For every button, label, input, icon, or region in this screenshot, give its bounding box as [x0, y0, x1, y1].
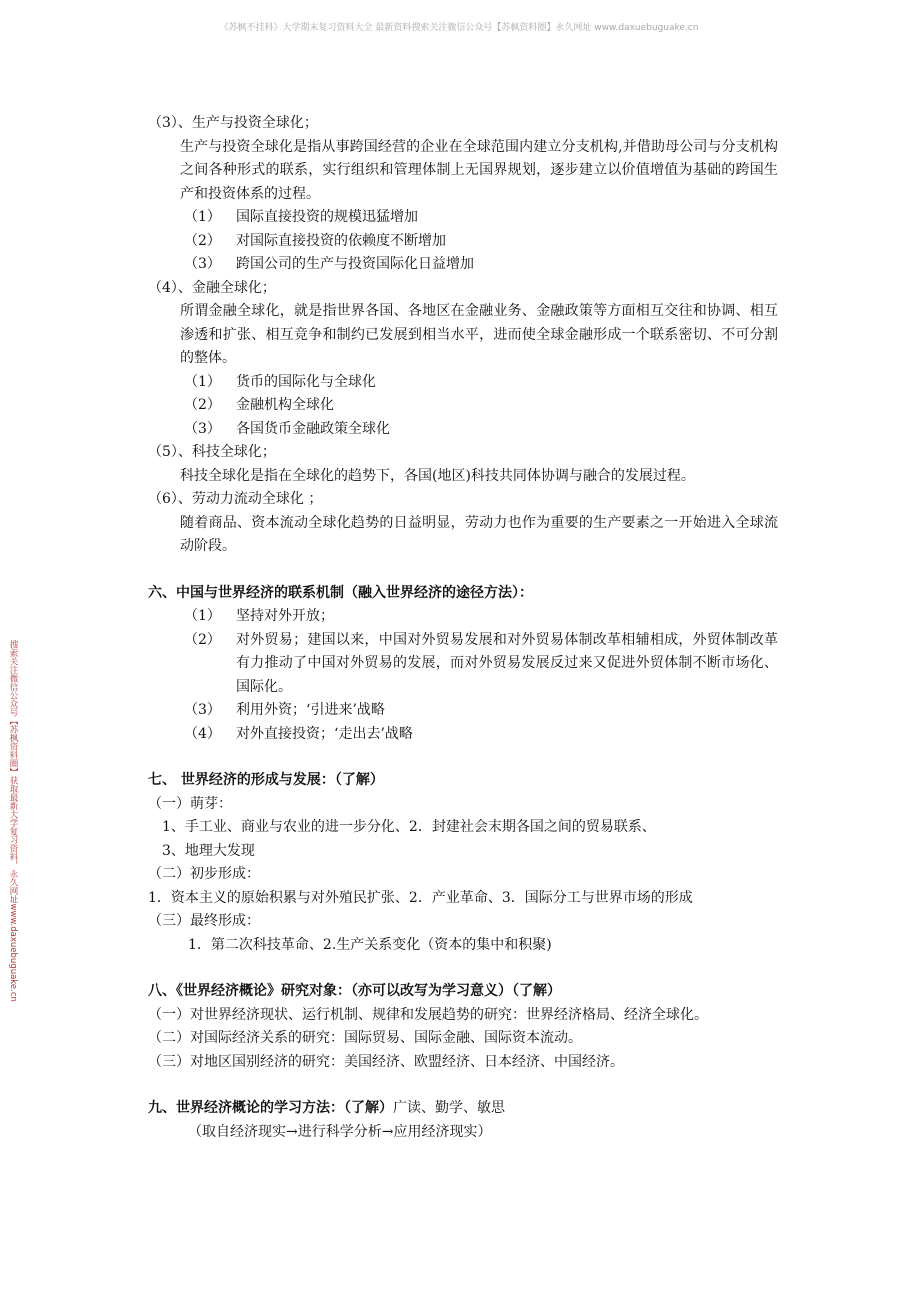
sidebar-watermark: 搜索关注微信公众号【苏枫资料圈】获取最新大学复习资料，永久网址www.daxuebuguake.cn: [8, 640, 18, 1002]
heading-eight: 八、《世界经济概论》研究对象：（亦可以改写为学习意义）（了解）: [148, 983, 561, 999]
heading-seven: 七、 世界经济的形成与发展：（了解）: [148, 772, 384, 788]
section-6-title: （6）、劳动力流动全球化 ；: [148, 491, 323, 507]
section-3-title: （3）、生产与投资全球化；: [148, 115, 318, 131]
list-item: （1） 国际直接投资的规模迅猛增加: [184, 209, 418, 225]
list-item: （2） 对国际直接投资的依赖度不断增加: [184, 232, 446, 249]
list-item: （1） 坚持对外开放；: [184, 608, 334, 624]
section-4-title: （4）、金融全球化；: [148, 279, 276, 296]
list-item: （3） 跨国公司的生产与投资国际化日益增加: [184, 256, 474, 272]
text-line: （一）对世界经济现状、运行机制、规律和发展趋势的研究：世界经济格局、经济全球化。: [148, 1006, 708, 1023]
section-5-paragraph: 科技全球化是指在全球化的趋势下，各国(地区)科技共同体协调与融合的发展过程。: [180, 467, 695, 484]
text-line: 1．第二次科技革命、2.生产关系变化（资本的集中和积聚): [188, 936, 552, 953]
text-line: （三）对地区国别经济的研究：美国经济、欧盟经济、日本经济、中国经济。: [148, 1053, 624, 1070]
list-item: （4） 对外直接投资；‘走出去’战略: [184, 725, 413, 742]
page-header-watermark: 《苏枫不挂科》大学期末复习资料大全 最新资料搜索关注微信公众号【苏枫资料圈】永久网址 www.daxuebuguake.cn: [219, 23, 699, 33]
section-3-paragraph: 生产与投资全球化是指从事跨国经营的企业在全球范围内建立分支机构,并借助母公司与分支机构之间各种形式的联系，实行组织和管理体制上无国界规划，逐步建立以价值增值为基础的跨国生产和投资体系的过程。: [180, 138, 778, 202]
section-5-title: （5）、科技全球化；: [148, 444, 276, 460]
text-line: （二）对国际经济关系的研究：国际贸易、国际金融、国际资本流动。: [148, 1030, 582, 1046]
subheading: （二）初步形成：: [148, 866, 260, 882]
subheading: （三）最终形成：: [148, 913, 260, 929]
text-line: 3、地理大发现: [162, 842, 255, 859]
list-item: （1） 货币的国际化与全球化: [184, 373, 376, 390]
text-line: 1．资本主义的原始积累与对外殖民扩张、2．产业革命、3．国际分工与世界市场的形成: [148, 889, 693, 906]
heading-nine: [148, 1097, 778, 1121]
list-item: （2） 金融机构全球化: [184, 397, 334, 413]
heading-six: 六、中国与世界经济的联系机制（融入世界经济的途径方法）：: [148, 584, 533, 601]
list-item: （3） 各国货币金融政策全球化: [184, 420, 390, 437]
heading-nine-title: 九、世界经济概论的学习方法：（了解）: [148, 1100, 393, 1116]
list-item: （3） 利用外资；‘引进来’战略: [184, 702, 385, 718]
heading-nine-tail: 广读、勤学、敏思: [393, 1100, 505, 1116]
section-6-paragraph: 随着商品、资本流动全球化趋势的日益明显，劳动力也作为重要的生产要素之一开始进入全球流动阶段。: [180, 514, 778, 554]
list-item: （2） 对外贸易；建国以来，中国对外贸易发展和对外贸易体制改革相辅相成，外贸体制改革有力推动了中国对外贸易的发展，而对外贸易发展反过来又促进外贸体制不断市场化、国际化。: [184, 631, 778, 695]
text-line: 1、手工业、商业与农业的进一步分化、2．封建社会末期各国之间的贸易联系、: [162, 819, 656, 835]
document-body: [148, 112, 778, 1144]
subheading: （一）萌芽：: [148, 795, 232, 812]
text-line: （取自经济现实→进行科学分析→应用经济现实）: [188, 1123, 492, 1140]
section-4-paragraph: 所谓金融全球化，就是指世界各国、各地区在金融业务、金融政策等方面相互交往和协调、相互渗透和扩张、相互竞争和制约已发展到相当水平，进而使全球金融形成一个联系密切、不可分割的整体。: [180, 303, 778, 366]
